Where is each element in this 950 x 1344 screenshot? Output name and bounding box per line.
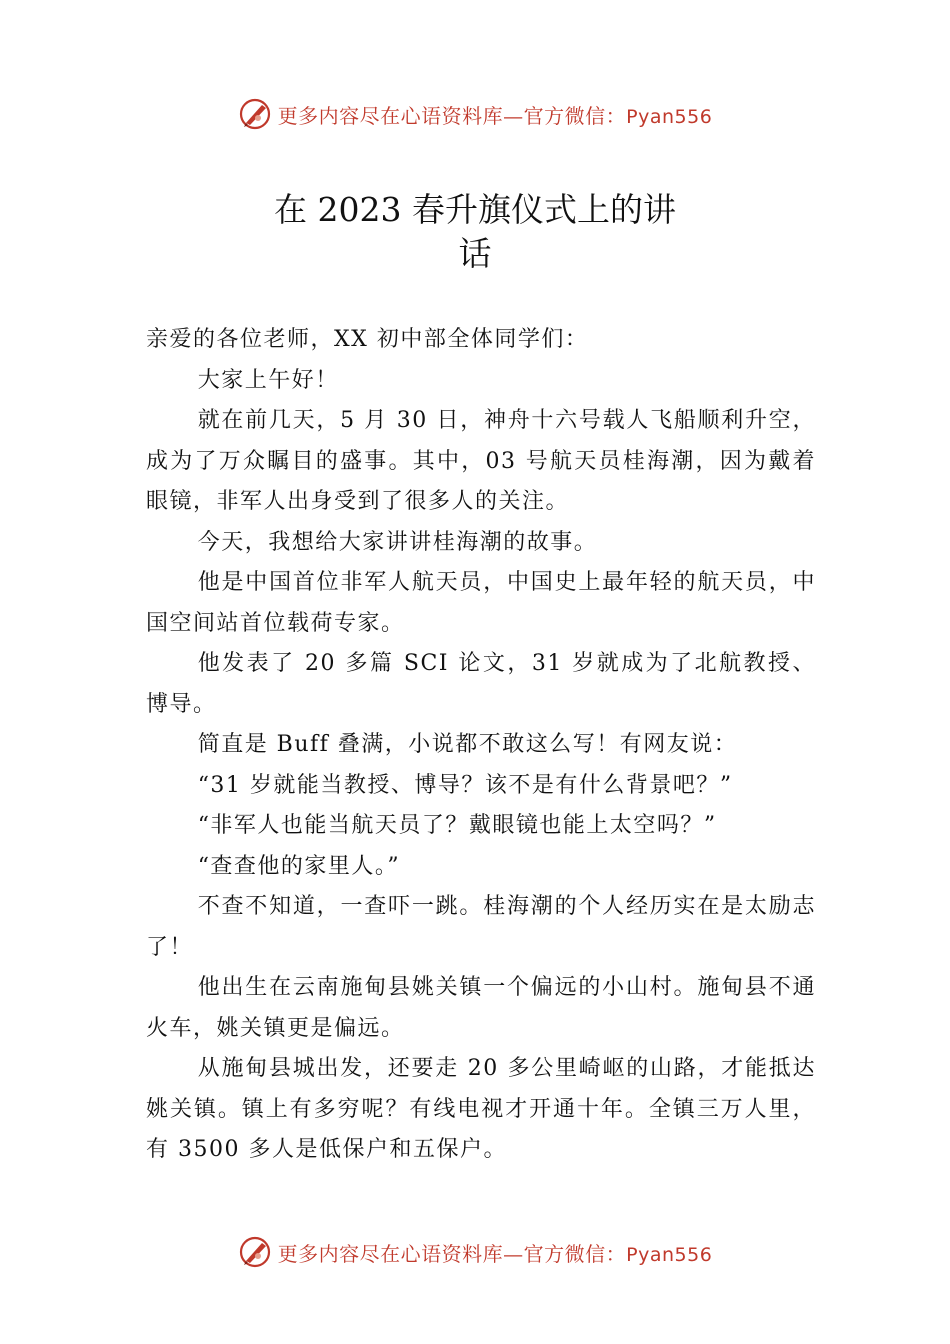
paragraph: 简直是 Buff 叠满，小说都不敢这么写！有网友说： xyxy=(197,732,738,757)
paragraph: 今天，我想给大家讲讲桂海潮的故事。 xyxy=(197,529,598,555)
paragraph: 他出生在云南施甸县姚关镇一个偏远的小山村。施甸县不通火车，姚关镇更是偏远。 xyxy=(146,975,816,1041)
watermark-text: 更多内容尽在心语资料库—官方微信：Pyan556 xyxy=(277,1241,713,1266)
salutation: 亲爱的各位老师，XX 初中部全体同学们： xyxy=(146,327,589,352)
header-watermark xyxy=(0,94,950,134)
paragraph: 不查不知道，一查吓一跳。桂海潮的个人经历实在是太励志了！ xyxy=(146,894,816,960)
paragraph: 他是中国首位非军人航天员，中国史上最年轻的航天员，中国空间站首位载荷专家。 xyxy=(146,570,816,636)
paragraph: 他发表了 20 多篇 SCI 论文，31 岁就成为了北航教授、博导。 xyxy=(146,651,816,717)
quote: “31 岁就能当教授、博导？该不是有什么背景吧？” xyxy=(197,772,733,798)
paragraph: 从施甸县城出发，还要走 20 多公里崎岖的山路，才能抵达姚关镇。镇上有多穷呢？有线电视才开通十年。全镇三万人里，有 3500 多人是低保户和五保户。 xyxy=(146,1056,816,1162)
document-body xyxy=(146,320,816,1171)
quote: “查查他的家里人。” xyxy=(197,853,401,879)
paragraph: 大家上午好！ xyxy=(197,367,339,393)
watermark-text: 更多内容尽在心语资料库—官方微信：Pyan556 xyxy=(277,103,713,128)
pen-logo-icon xyxy=(238,1235,272,1269)
paragraph: 就在前几天，5 月 30 日，神舟十六号载人飞船顺利升空，成为了万众瞩目的盛事。其中，03 号航天员桂海潮，因为戴着眼镜，非军人出身受到了很多人的关注。 xyxy=(146,408,816,514)
footer-watermark xyxy=(0,1232,950,1272)
quote: “非军人也能当航天员了？戴眼镜也能上太空吗？” xyxy=(197,813,717,838)
pen-logo-icon xyxy=(238,97,272,131)
title-line-2: 话 xyxy=(458,234,492,273)
title-line-1: 在 2023 春升旗仪式上的讲 xyxy=(274,190,676,229)
document-title xyxy=(0,188,950,276)
